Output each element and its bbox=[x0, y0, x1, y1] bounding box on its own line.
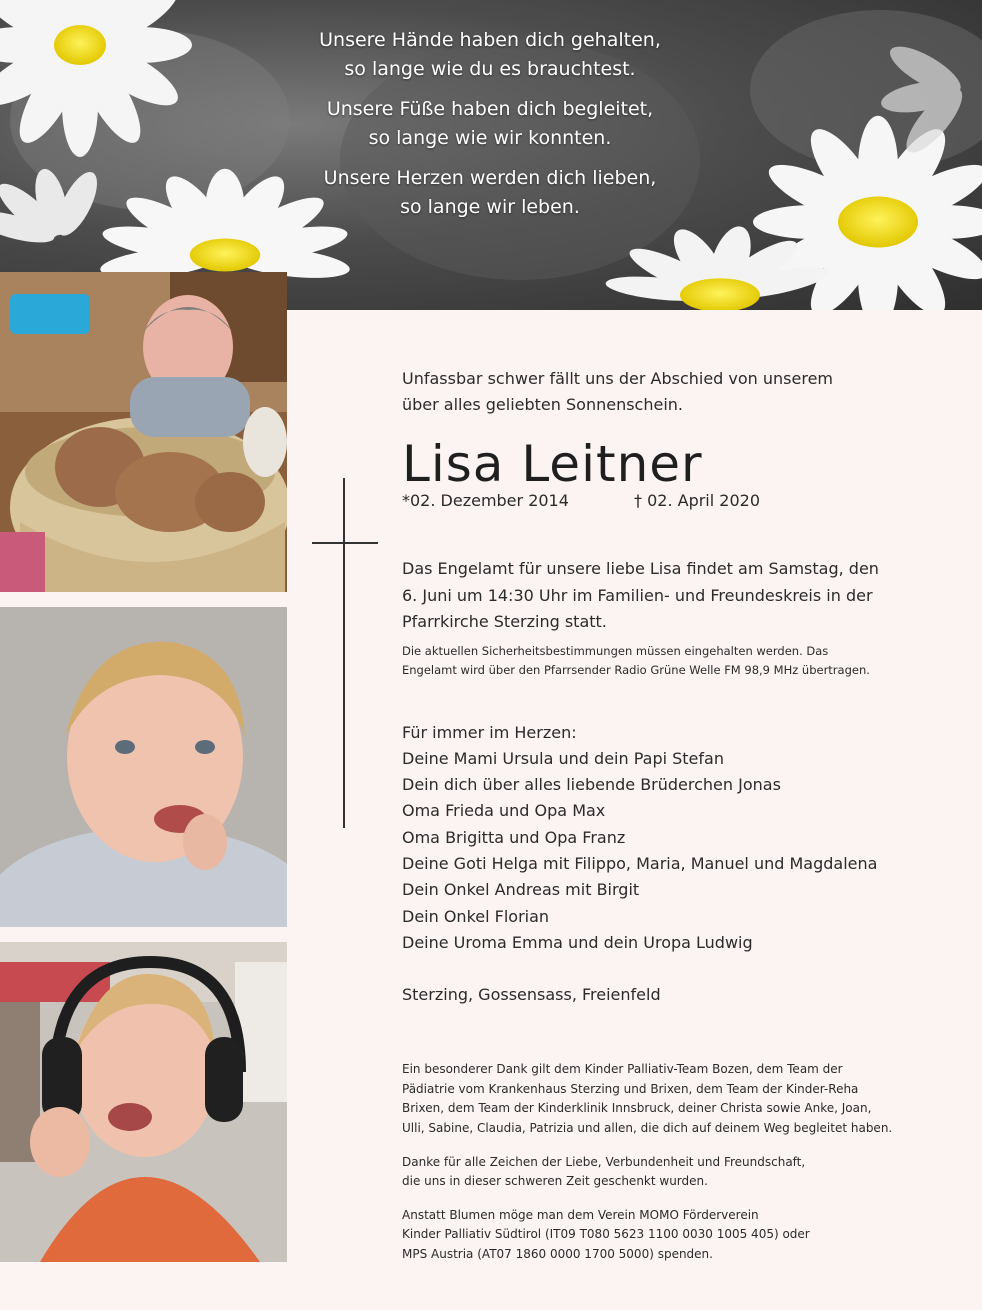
poem-line: so lange wir leben. bbox=[400, 196, 580, 218]
mourner-line: Dein Onkel Florian bbox=[402, 906, 550, 926]
thanks-line: Brixen, dem Team der Kinderklinik Innsbruck, deiner Christa sowie Anke, Joan, bbox=[402, 1101, 872, 1116]
cross-vertical-line bbox=[343, 478, 345, 828]
poem-line: Unsere Füße haben dich begleitet, bbox=[326, 98, 654, 120]
intro-line: Unfassbar schwer fällt uns der Abschied von unserem bbox=[402, 369, 834, 388]
photo-child-smiling bbox=[0, 607, 287, 927]
photo-child-in-basket bbox=[0, 272, 287, 592]
mourner-line: Für immer im Herzen: bbox=[402, 722, 577, 742]
poem bbox=[240, 26, 740, 233]
mourners-list bbox=[402, 720, 962, 957]
deceased-name: Lisa Leitner bbox=[402, 435, 703, 493]
daisy-left-edge bbox=[0, 167, 105, 249]
intro-text bbox=[402, 366, 962, 418]
note-line: Die aktuellen Sicherheitsbestimmungen müssen eingehalten werden. Das bbox=[402, 643, 829, 658]
poem-stanza bbox=[240, 95, 740, 153]
photo-child-headphones bbox=[0, 942, 287, 1262]
mourner-line: Deine Mami Ursula und dein Papi Stefan bbox=[402, 748, 724, 768]
poem-line: so lange wie wir konnten. bbox=[368, 127, 612, 149]
thanks-paragraph bbox=[402, 1060, 962, 1138]
header-banner bbox=[0, 0, 982, 310]
donation-line: Anstatt Blumen möge man dem Verein MOMO Förderverein bbox=[402, 1207, 759, 1222]
mourner-line: Deine Uroma Emma und dein Uropa Ludwig bbox=[402, 932, 753, 952]
poem-stanza bbox=[240, 26, 740, 84]
thanks-line: Ein besonderer Dank gilt dem Kinder Palliativ-Team Bozen, dem Team der bbox=[402, 1062, 843, 1077]
gratitude-line: die uns in dieser schweren Zeit geschenkt wurden. bbox=[402, 1174, 708, 1189]
mass-line: Das Engelamt für unsere liebe Lisa findet am Samstag, den bbox=[402, 559, 879, 578]
mourner-line: Dein Onkel Andreas mit Birgit bbox=[402, 880, 640, 900]
life-dates bbox=[402, 490, 962, 512]
donation-line: Kinder Palliativ Südtirol (IT09 T080 5623 1100 0030 1005 405) oder bbox=[402, 1227, 810, 1242]
poem-line: so lange wie du es brauchtest. bbox=[344, 58, 636, 80]
mass-announcement bbox=[402, 556, 962, 636]
note-line: Engelamt wird über den Pfarrsender Radio Grüne Welle FM 98,9 MHz übertragen. bbox=[402, 662, 870, 677]
death-date: † 02. April 2020 bbox=[634, 491, 760, 510]
poem-line: Unsere Hände haben dich gehalten, bbox=[319, 29, 661, 51]
poem-line: Unsere Herzen werden dich lieben, bbox=[323, 167, 657, 189]
birth-date: *02. Dezember 2014 bbox=[402, 491, 569, 510]
safety-note bbox=[402, 642, 962, 680]
mourner-line: Oma Brigitta und Opa Franz bbox=[402, 827, 626, 847]
thanks-line: Ulli, Sabine, Claudia, Patrizia und allen, die dich auf deinem Weg begleitet haben. bbox=[402, 1120, 893, 1135]
gratitude-line: Danke für alle Zeichen der Liebe, Verbundenheit und Freundschaft, bbox=[402, 1154, 806, 1169]
mourner-line: Dein dich über alles liebende Brüderchen Jonas bbox=[402, 775, 781, 795]
mass-line: Pfarrkirche Sterzing statt. bbox=[402, 612, 607, 631]
cross-horizontal-line bbox=[312, 542, 378, 544]
intro-line: über alles geliebten Sonnenschein. bbox=[402, 395, 683, 414]
places: Sterzing, Gossensass, Freienfeld bbox=[402, 985, 661, 1005]
mass-line: 6. Juni um 14:30 Uhr im Familien- und Freundeskreis in der bbox=[402, 585, 873, 605]
mourner-line: Deine Goti Helga mit Filippo, Maria, Manuel und Magdalena bbox=[402, 853, 878, 873]
obituary-text bbox=[402, 366, 962, 1265]
gratitude-paragraph bbox=[402, 1153, 962, 1192]
donation-paragraph bbox=[402, 1206, 962, 1265]
poem-stanza bbox=[240, 164, 740, 222]
mourner-line: Oma Frieda und Opa Max bbox=[402, 801, 606, 821]
thanks-line: Pädiatrie vom Krankenhaus Sterzing und Brixen, dem Team der Kinder-Reha bbox=[402, 1081, 859, 1096]
donation-line: MPS Austria (AT07 1860 0000 1700 5000) spenden. bbox=[402, 1246, 713, 1261]
